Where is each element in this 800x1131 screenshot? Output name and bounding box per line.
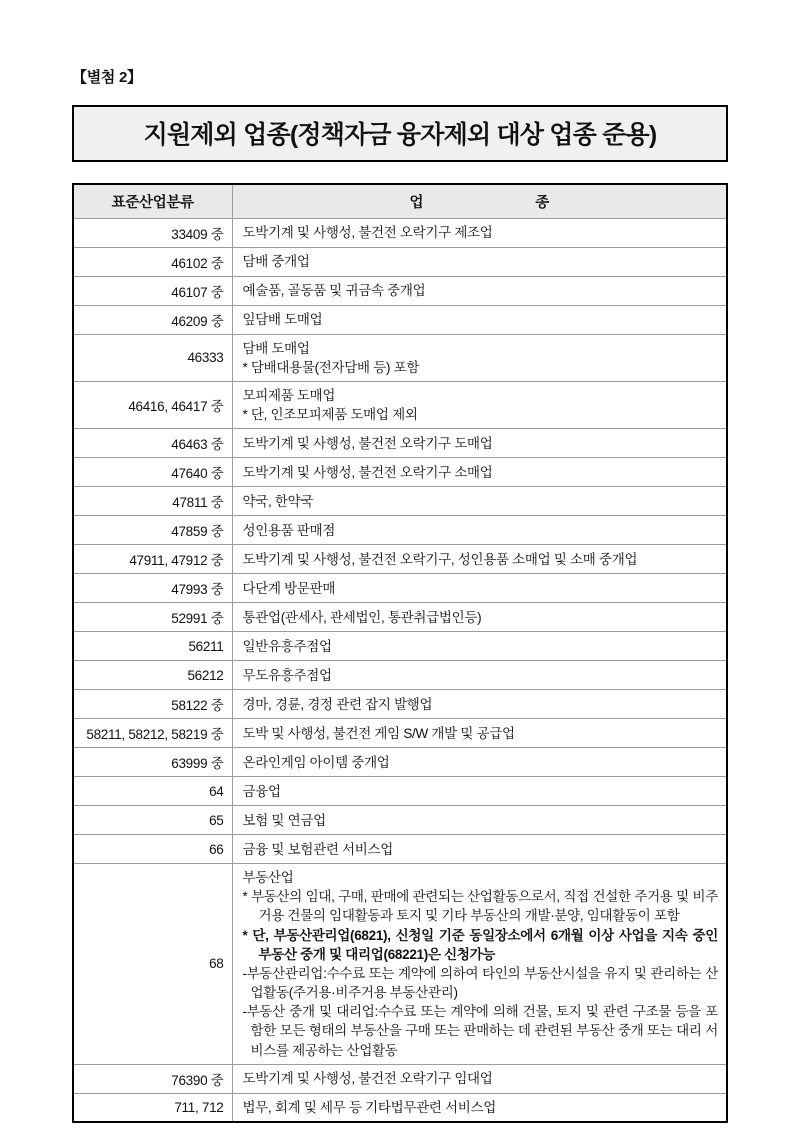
business-type-line: 담배 중개업	[242, 253, 310, 269]
business-type-line: 도박기계 및 사행성, 불건전 오락기구 제조업	[242, 224, 493, 240]
business-type-cell	[232, 777, 727, 806]
table-row	[73, 719, 727, 748]
business-type-cell	[232, 458, 727, 487]
business-type-line: 도박기계 및 사행성, 불건전 오락기구 임대업	[242, 1071, 493, 1087]
industry-code-cell: 47859 중	[73, 516, 232, 545]
industry-code-cell: 46416, 46417 중	[73, 381, 232, 428]
table-row	[73, 381, 727, 428]
business-type-cell	[232, 334, 727, 381]
table-row	[73, 806, 727, 835]
table-row	[73, 1064, 727, 1093]
business-type-line: 보험 및 연금업	[242, 812, 326, 828]
business-type-line: 예술품, 골동품 및 귀금속 중개업	[242, 282, 426, 298]
table-row	[73, 334, 727, 381]
business-type-cell	[232, 487, 727, 516]
table-row	[73, 777, 727, 806]
table-row	[73, 864, 727, 1065]
business-type-cell	[232, 381, 727, 428]
table-row	[73, 835, 727, 864]
industry-code-cell: 47911, 47912 중	[73, 545, 232, 574]
industry-code-cell: 33409 중	[73, 218, 232, 247]
table-row	[73, 748, 727, 777]
business-type-line: 도박 및 사행성, 불건전 게임 S/W 개발 및 공급업	[242, 725, 515, 741]
table-row	[73, 661, 727, 690]
business-type-line: 온라인게임 아이템 중개업	[242, 754, 390, 770]
business-type-line: 일반유흥주점업	[242, 638, 332, 654]
industry-code-cell: 46107 중	[73, 276, 232, 305]
table-row	[73, 458, 727, 487]
business-type-line: 법무, 회계 및 세무 등 기타법무관련 서비스업	[242, 1099, 496, 1115]
business-type-cell	[232, 545, 727, 574]
business-type-cell	[232, 806, 727, 835]
business-type-cell	[232, 218, 727, 247]
industry-code-cell: 63999 중	[73, 748, 232, 777]
business-type-line: -부동산관리업:수수료 또는 계약에 의하여 타인의 부동산시설을 유지 및 관리하는 산업활동(주거용·비주거용 부동산관리)	[242, 965, 718, 1001]
table-row	[73, 632, 727, 661]
business-type-line: * 부동산의 임대, 구매, 판매에 관련되는 산업활동으로서, 직접 건설한 주거용 및 비주거용 건물의 임대활동과 토지 및 기타 부동산의 개발·분양, 임대활동이 포함	[242, 889, 718, 924]
business-type-line: 경마, 경륜, 경정 관련 잡지 발행업	[242, 696, 433, 712]
industry-code-cell: 47811 중	[73, 487, 232, 516]
industry-code-cell: 46333	[73, 334, 232, 381]
business-type-line: 약국, 한약국	[242, 493, 314, 509]
industry-code-cell: 76390 중	[73, 1064, 232, 1093]
business-type-line: 도박기계 및 사행성, 불건전 오락기구, 성인용품 소매업 및 소매 중개업	[242, 551, 638, 567]
business-type-cell	[232, 603, 727, 632]
table-header-row	[73, 184, 727, 218]
table-body	[73, 218, 727, 1122]
business-type-cell	[232, 305, 727, 334]
table-row	[73, 603, 727, 632]
business-type-cell	[232, 690, 727, 719]
industry-code-cell: 64	[73, 777, 232, 806]
business-type-cell	[232, 1064, 727, 1093]
business-type-line: 금융업	[242, 783, 281, 799]
business-type-header-left: 업	[409, 194, 424, 211]
business-type-line: 통관업(관세사, 관세법인, 통관취급법인등)	[242, 609, 482, 625]
business-type-line: 다단계 방문판매	[242, 580, 336, 596]
industry-code-cell: 58211, 58212, 58219 중	[73, 719, 232, 748]
table-row	[73, 545, 727, 574]
business-type-line: 금융 및 보험관련 서비스업	[242, 841, 394, 857]
business-type-cell	[232, 1093, 727, 1122]
business-type-cell	[232, 516, 727, 545]
table-row	[73, 429, 727, 458]
business-type-cell	[232, 835, 727, 864]
business-type-line: 성인용품 판매점	[242, 522, 336, 538]
industry-code-cell: 65	[73, 806, 232, 835]
business-type-line: 도박기계 및 사행성, 불건전 오락기구 도매업	[242, 435, 493, 451]
business-type-line: * 단, 부동산관리업(6821), 신청일 기준 동일장소에서 6개월 이상 사업을 지속 중인 부동산 중개 및 대리업(68221)은 신청가능	[242, 927, 718, 962]
attachment-label: 【별첨 2】	[72, 69, 142, 86]
business-type-cell	[232, 429, 727, 458]
business-type-cell	[232, 661, 727, 690]
industry-code-cell: 52991 중	[73, 603, 232, 632]
table-row	[73, 1093, 727, 1122]
business-type-cell	[232, 748, 727, 777]
industry-code-cell: 56211	[73, 632, 232, 661]
table-row	[73, 218, 727, 247]
column-header-business-type	[232, 184, 727, 218]
industry-code-cell: 56212	[73, 661, 232, 690]
business-type-line: -부동산 중개 및 대리업:수수료 또는 계약에 의해 건물, 토지 및 관련 구조물 등을 포함한 모든 형태의 부동산을 구매 또는 판매하는 데 관련된 부동산 중개 또는 대리 서비스를 제공하는 산업활동	[242, 1004, 718, 1058]
industry-code-cell: 47640 중	[73, 458, 232, 487]
table-row	[73, 690, 727, 719]
business-type-line: * 담배대용물(전자담배 등) 포함	[242, 359, 420, 375]
business-type-header-right: 종	[535, 194, 549, 211]
business-type-line: 잎담배 도매업	[242, 311, 323, 327]
page-title: 지원제외 업종(정책자금 융자제외 대상 업종 준용)	[72, 105, 728, 162]
industry-code-cell: 46102 중	[73, 247, 232, 276]
business-type-cell	[232, 719, 727, 748]
business-type-cell	[232, 247, 727, 276]
industry-code-cell: 46463 중	[73, 429, 232, 458]
table-row	[73, 487, 727, 516]
business-type-line: 도박기계 및 사행성, 불건전 오락기구 소매업	[242, 464, 493, 480]
industry-code-cell: 46209 중	[73, 305, 232, 334]
table-row	[73, 516, 727, 545]
column-header-industry-code: 표준산업분류	[73, 184, 232, 218]
business-type-cell	[232, 574, 727, 603]
business-type-line: 무도유흥주점업	[242, 667, 332, 683]
table-row	[73, 276, 727, 305]
business-type-line: 담배 도매업	[242, 340, 310, 356]
business-type-line: 부동산업	[242, 870, 294, 886]
table-row	[73, 247, 727, 276]
industry-code-cell: 47993 중	[73, 574, 232, 603]
table-row	[73, 574, 727, 603]
table-row	[73, 305, 727, 334]
business-type-cell	[232, 276, 727, 305]
business-type-line: * 단, 인조모피제품 도매업 제외	[242, 406, 418, 422]
business-type-line: 모피제품 도매업	[242, 387, 336, 403]
business-type-cell	[232, 632, 727, 661]
table-header	[73, 184, 727, 218]
business-type-header-label	[410, 191, 549, 212]
industry-code-cell: 58122 중	[73, 690, 232, 719]
industry-code-cell: 711, 712	[73, 1093, 232, 1122]
industry-code-cell: 66	[73, 835, 232, 864]
excluded-industries-table	[72, 183, 728, 1123]
industry-code-cell: 68	[73, 864, 232, 1065]
business-type-cell	[232, 864, 727, 1065]
